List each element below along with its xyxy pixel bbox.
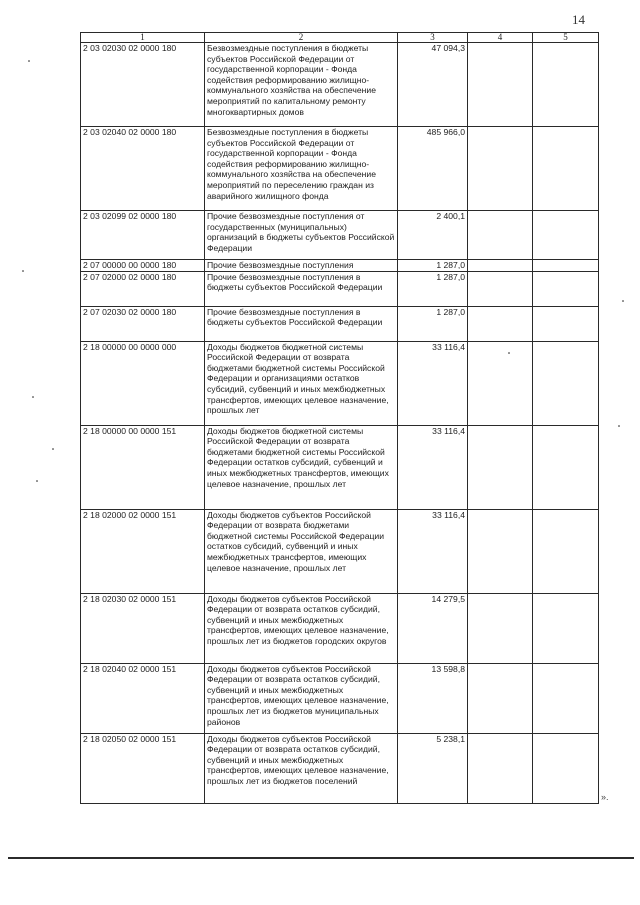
column-4-cell [468,593,533,663]
column-4-cell [468,663,533,733]
column-5-cell [533,663,599,733]
revenue-name-cell: Доходы бюджетов субъектов Российской Федерации от возврата бюджетами бюджетной системы Российской Федерации остатков субсидий, субвенций и иных межбюджетных трансфертов, имеющих целевое назначение, прошлых лет [205,509,398,593]
budget-code-cell: 2 03 02040 02 0000 180 [81,127,205,211]
column-4-cell [468,306,533,341]
table-row [81,127,599,211]
table-row [81,733,599,803]
revenue-name-cell: Безвозмездные поступления в бюджеты субъектов Российской Федерации от государственной корпорации - Фонда содействия реформированию жилищно-коммунального хозяйства на обеспечение мероприятий по капитальному ремонту многоквартирных домов [205,43,398,127]
amount-cell: 14 279,5 [398,593,468,663]
column-5-cell [533,425,599,509]
budget-code-cell: 2 18 02050 02 0000 151 [81,733,205,803]
column-header: 5 [533,33,599,43]
column-5-cell [533,733,599,803]
column-header: 2 [205,33,398,43]
amount-cell: 13 598,8 [398,663,468,733]
amount-cell: 33 116,4 [398,341,468,425]
column-4-cell [468,733,533,803]
column-5-cell [533,593,599,663]
amount-cell: 1 287,0 [398,271,468,306]
amount-cell: 1 287,0 [398,306,468,341]
table-row [81,509,599,593]
column-4-cell [468,425,533,509]
scan-speck [28,60,30,62]
column-5-cell [533,341,599,425]
revenue-name-cell: Доходы бюджетов субъектов Российской Федерации от возврата остатков субсидий, субвенций и иных межбюджетных трансфертов, имеющих целевое назначение, прошлых лет из бюджетов городских округов [205,593,398,663]
budget-revenue-table [80,32,599,804]
column-5-cell [533,271,599,306]
revenue-name-cell: Прочие безвозмездные поступления в бюджеты субъектов Российской Федерации [205,271,398,306]
scan-speck [22,270,24,272]
table-row [81,211,599,260]
revenue-name-cell: Прочие безвозмездные поступления [205,260,398,272]
budget-code-cell: 2 07 02000 02 0000 180 [81,271,205,306]
table-row [81,425,599,509]
budget-code-cell: 2 18 00000 00 0000 000 [81,341,205,425]
amount-cell: 33 116,4 [398,509,468,593]
column-5-cell [533,43,599,127]
column-5-cell [533,509,599,593]
column-4-cell [468,260,533,272]
revenue-name-cell: Доходы бюджетов бюджетной системы Российской Федерации от возврата бюджетами бюджетной системы Российской Федерации и организациями остатков субсидий, субвенций и иных межбюджетных трансфертов, имеющих целевое назначение, прошлых лет [205,341,398,425]
column-5-cell [533,211,599,260]
budget-code-cell: 2 18 00000 00 0000 151 [81,425,205,509]
table-row [81,43,599,127]
column-4-cell [468,341,533,425]
column-5-cell [533,260,599,272]
column-4-cell [468,43,533,127]
budget-code-cell: 2 03 02099 02 0000 180 [81,211,205,260]
amount-cell: 5 238,1 [398,733,468,803]
closing-quote-mark: ». [601,792,609,802]
amount-cell: 1 287,0 [398,260,468,272]
column-4-cell [468,211,533,260]
budget-code-cell: 2 07 00000 00 0000 180 [81,260,205,272]
scan-speck [618,425,620,427]
revenue-name-cell: Доходы бюджетов бюджетной системы Российской Федерации от возврата бюджетами бюджетной системы Российской Федерации остатков субсидий, субвенций и иных межбюджетных трансфертов, имеющих целевое назначение, прошлых лет [205,425,398,509]
budget-code-cell: 2 18 02000 02 0000 151 [81,509,205,593]
column-4-cell [468,271,533,306]
column-header: 4 [468,33,533,43]
scan-speck [32,396,34,398]
amount-cell: 2 400,1 [398,211,468,260]
revenue-name-cell: Доходы бюджетов субъектов Российской Федерации от возврата остатков субсидий, субвенций и иных межбюджетных трансфертов, имеющих целевое назначение, прошлых лет из бюджетов поселений [205,733,398,803]
table-row [81,260,599,272]
table-row [81,271,599,306]
scan-speck [36,480,38,482]
revenue-name-cell: Безвозмездные поступления в бюджеты субъектов Российской Федерации от государственной корпорации - Фонда содействия реформированию жилищно-коммунального хозяйства на обеспечение мероприятий по переселению граждан из аварийного жилищного фонда [205,127,398,211]
scan-speck [52,448,54,450]
revenue-name-cell: Доходы бюджетов субъектов Российской Федерации от возврата остатков субсидий, субвенций и иных межбюджетных трансфертов, имеющих целевое назначение, прошлых лет из бюджетов муниципальных районов [205,663,398,733]
table-header-row [81,33,599,43]
column-header: 1 [81,33,205,43]
table-row [81,341,599,425]
column-header: 3 [398,33,468,43]
column-4-cell [468,509,533,593]
amount-cell: 47 094,3 [398,43,468,127]
scan-speck [508,352,510,354]
table-row [81,593,599,663]
page-number: 14 [572,12,585,27]
revenue-name-cell: Прочие безвозмездные поступления в бюджеты субъектов Российской Федерации [205,306,398,341]
budget-code-cell: 2 03 02030 02 0000 180 [81,43,205,127]
scan-speck [622,300,624,302]
column-4-cell [468,127,533,211]
table-row [81,306,599,341]
budget-code-cell: 2 07 02030 02 0000 180 [81,306,205,341]
budget-code-cell: 2 18 02040 02 0000 151 [81,663,205,733]
column-5-cell [533,306,599,341]
bottom-rule [8,857,634,859]
revenue-name-cell: Прочие безвозмездные поступления от государственных (муниципальных) организаций в бюджеты субъектов Российской Федерации [205,211,398,260]
budget-code-cell: 2 18 02030 02 0000 151 [81,593,205,663]
column-5-cell [533,127,599,211]
amount-cell: 33 116,4 [398,425,468,509]
table-row [81,663,599,733]
amount-cell: 485 966,0 [398,127,468,211]
